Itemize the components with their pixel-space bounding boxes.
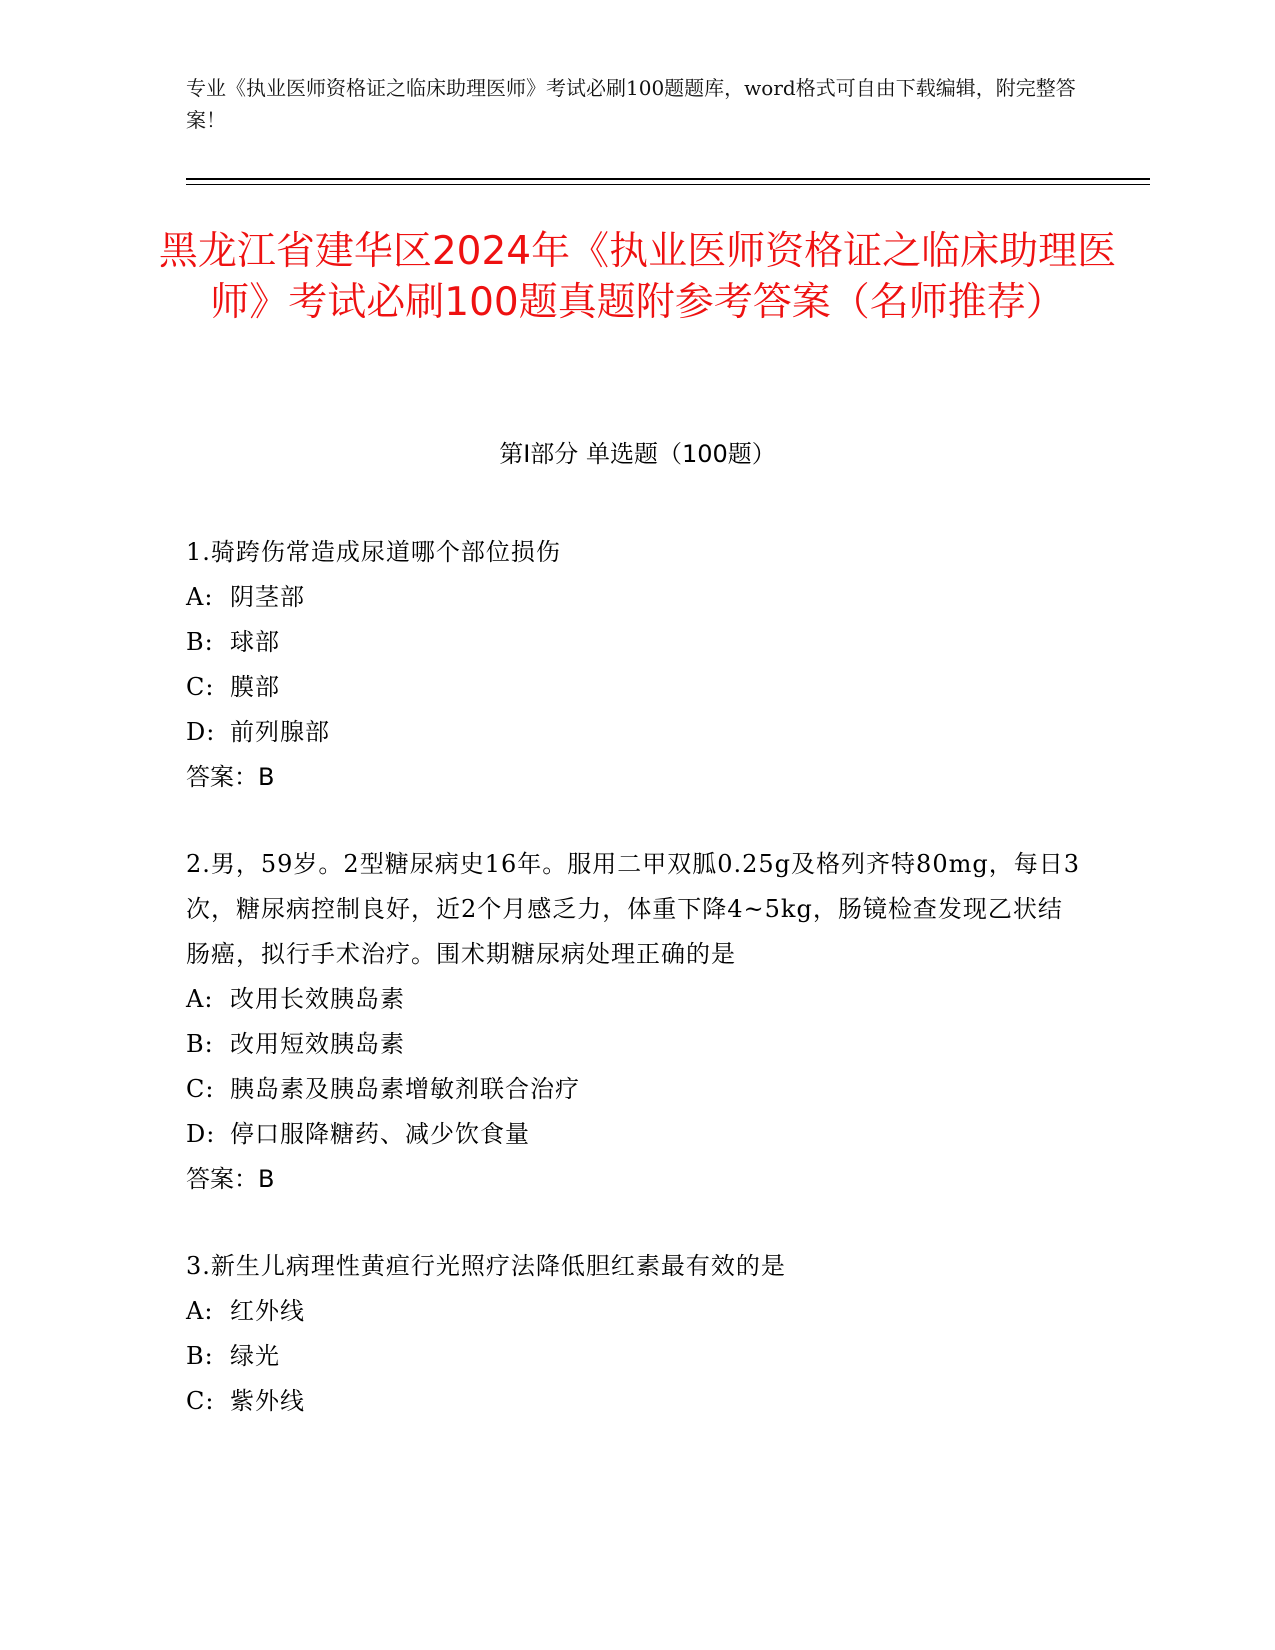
option-text: 停口服降糖药、减少饮食量 — [230, 1120, 530, 1148]
option-text: 胰岛素及胰岛素增敏剂联合治疗 — [230, 1075, 580, 1103]
option-letter: B: — [186, 1342, 214, 1370]
option-letter: B: — [186, 628, 214, 656]
option-letter: D: — [186, 718, 216, 746]
section-heading: 第I部分 单选题（100题） — [499, 440, 776, 468]
option-letter: C: — [186, 1075, 215, 1103]
question-stem: 3.新生儿病理性黄疸行光照疗法降低胆红素最有效的是 — [186, 1252, 786, 1280]
answer-line: 答案：B — [186, 1165, 275, 1193]
option-letter: D: — [186, 1120, 216, 1148]
option-a — [186, 575, 1086, 620]
option-letter: A: — [186, 985, 214, 1013]
option-d — [186, 1112, 1086, 1157]
question-stem: 2.男，59岁。2型糖尿病史16年。服用二甲双胍0.25g及格列齐特80mg，每日3次，糖尿病控制良好，近2个月感乏力，体重下降4~5kg，肠镜检查发现乙状结肠癌，拟行手术治疗。围术期糖尿病处理正确的是 — [186, 850, 1080, 968]
option-text: 前列腺部 — [230, 718, 330, 746]
option-letter: A: — [186, 1297, 214, 1325]
option-letter: C: — [186, 673, 215, 701]
option-text: 改用长效胰岛素 — [230, 985, 405, 1013]
option-a — [186, 1289, 1086, 1334]
question-list — [186, 530, 1086, 1466]
option-b — [186, 1334, 1086, 1379]
option-text: 改用短效胰岛素 — [230, 1030, 405, 1058]
header-note: 专业《执业医师资格证之临床助理医师》考试必刷100题题库，word格式可自由下载编辑，附完整答案！ — [186, 76, 1076, 132]
option-text: 红外线 — [230, 1297, 305, 1325]
option-text: 绿光 — [230, 1342, 280, 1370]
header-divider-thick — [186, 178, 1150, 180]
option-d — [186, 710, 1086, 755]
option-text: 紫外线 — [230, 1387, 305, 1415]
option-text: 球部 — [230, 628, 280, 656]
question-2 — [186, 842, 1086, 1202]
document-title: 黑龙江省建华区2024年《执业医师资格证之临床助理医师》考试必刷100题真题附参考答案（名师推荐） — [158, 229, 1117, 325]
option-letter: B: — [186, 1030, 214, 1058]
option-c — [186, 1067, 1086, 1112]
option-letter: A: — [186, 583, 214, 611]
question-3 — [186, 1244, 1086, 1424]
option-b — [186, 620, 1086, 665]
answer-line: 答案：B — [186, 763, 275, 791]
question-stem: 1.骑跨伤常造成尿道哪个部位损伤 — [186, 538, 561, 566]
option-b — [186, 1022, 1086, 1067]
question-1 — [186, 530, 1086, 800]
option-letter: C: — [186, 1387, 215, 1415]
option-c — [186, 665, 1086, 710]
header-divider-thin — [186, 184, 1150, 185]
option-a — [186, 977, 1086, 1022]
option-text: 阴茎部 — [230, 583, 305, 611]
option-text: 膜部 — [230, 673, 280, 701]
option-c — [186, 1379, 1086, 1424]
